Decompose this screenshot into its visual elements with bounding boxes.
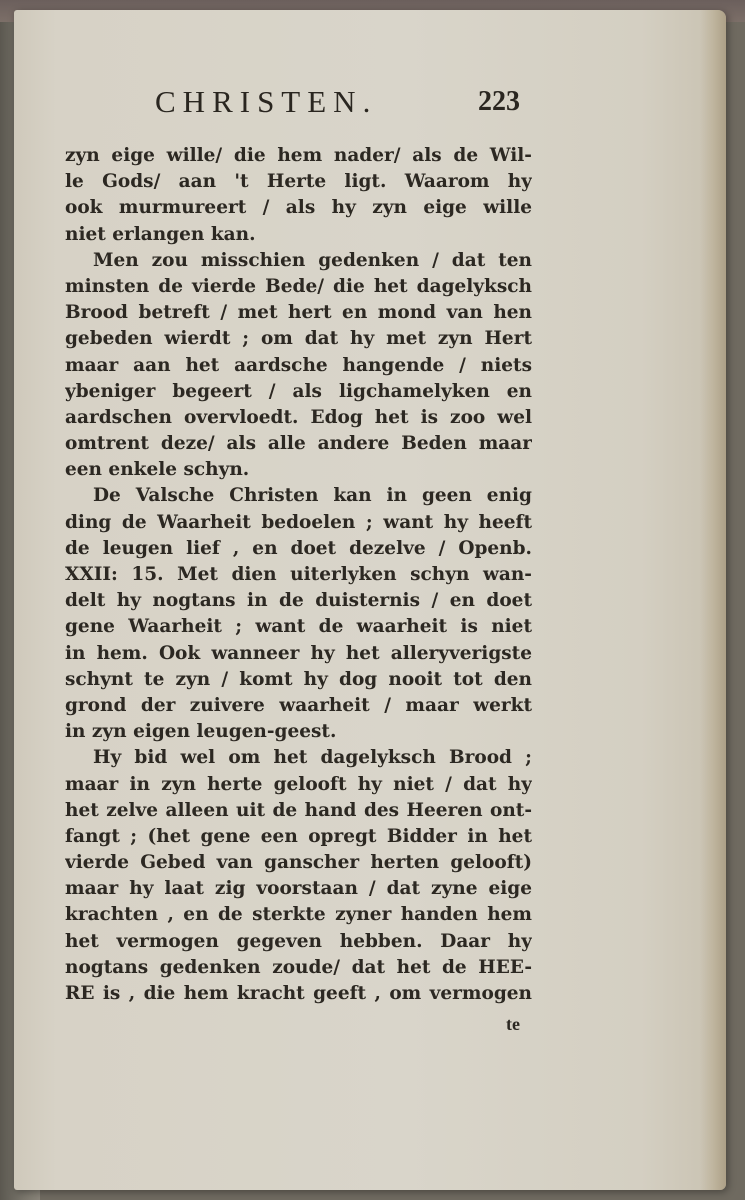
text-line: gebeden wierdt ; om dat hy met zyn Hert: [65, 328, 532, 350]
text-line: grond der zuivere waarheit / maar werkt: [65, 694, 532, 716]
page-edge-discoloration: [700, 10, 726, 1190]
text-line: maar hy laat zig voorstaan / dat zyne eige: [65, 878, 532, 900]
text-line: XXII: 15. Met dien uiterlyken schyn wan-: [65, 564, 532, 585]
text-line: Brood betreft / met hert en mond van hen: [65, 302, 532, 324]
text-line: een enkele schyn.: [65, 459, 250, 481]
text-line: krachten , en de sterkte zyner handen hem: [65, 904, 532, 926]
text-line: de leugen lief , en doet dezelve / Openb.: [65, 537, 532, 559]
text-line: delt hy nogtans in de duisternis / en doet: [65, 590, 532, 612]
text-line: ding de Waarheit bedoelen ; want hy heeft: [65, 511, 532, 533]
text-line: schynt te zyn / komt hy dog nooit tot den: [65, 668, 532, 690]
text-line: in hem. Ook wanneer hy het alleryverigste: [65, 642, 532, 664]
text-line: ybeniger begeert / als ligchamelyken en: [65, 380, 532, 402]
text-line: ook murmureert / als hy zyn eige wille: [65, 197, 532, 219]
text-line: maar aan het aardsche hangende / niets: [65, 354, 532, 376]
body-text: [65, 143, 532, 1007]
text-line: maar in zyn herte gelooft hy niet / dat hy: [65, 773, 532, 795]
text-line: omtrent deze/ als alle andere Beden maar: [65, 433, 532, 455]
text-line: in zyn eigen leugen-geest.: [65, 721, 337, 743]
text-line: De Valsche Christen kan in geen enig: [93, 485, 532, 507]
catchword: te: [506, 1014, 520, 1034]
text-line: Men zou misschien gedenken / dat ten: [93, 249, 532, 271]
text-line: vierde Gebed van ganscher herten gelooft): [65, 852, 532, 874]
text-line: gene Waarheit ; want de waarheit is niet: [65, 616, 532, 638]
running-title: CHRISTEN.: [155, 84, 378, 119]
text-line: Hy bid wel om het dagelyksch Brood ;: [93, 747, 532, 769]
text-line: het vermogen gegeven hebben. Daar hy: [65, 930, 532, 952]
text-line: niet erlangen kan.: [65, 223, 256, 245]
text-line: zyn eige wille/ die hem nader/ als de Wil-: [65, 145, 532, 166]
text-line: fangt ; (het gene een opregt Bidder in het: [65, 825, 532, 847]
text-line: het zelve alleen uit de hand des Heeren ont-: [65, 799, 532, 821]
text-line: minsten de vierde Bede/ die het dagelyksch: [65, 275, 532, 297]
text-line: le Gods/ aan 't Herte ligt. Waarom hy: [65, 171, 532, 193]
text-line: RE is , die hem kracht geeft , om vermogen: [65, 983, 532, 1004]
page-number: 223: [478, 86, 520, 117]
text-line: nogtans gedenken zoude/ dat het de HEE-: [65, 956, 532, 978]
text-line: aardschen overvloedt. Edog het is zoo wel: [65, 406, 532, 428]
